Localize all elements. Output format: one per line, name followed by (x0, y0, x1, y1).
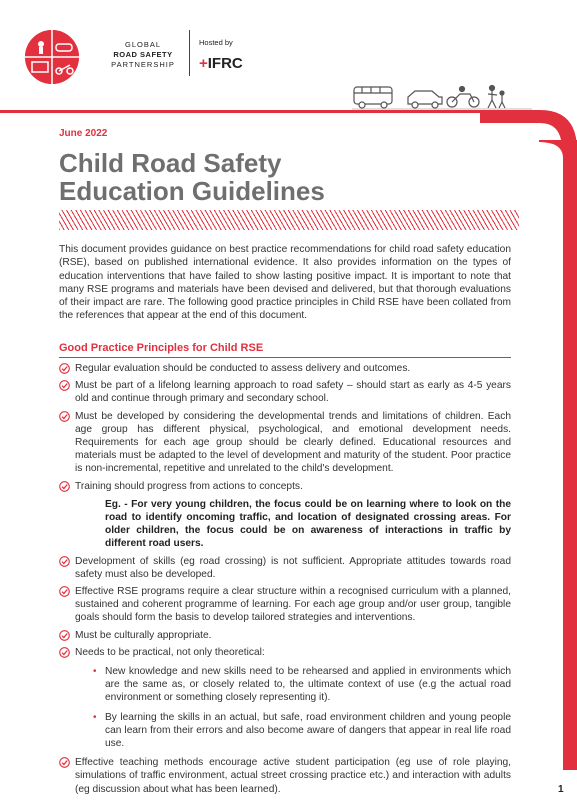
list-item (59, 646, 511, 750)
check-circle-icon (59, 757, 70, 768)
org-line2: ROAD SAFETY (113, 50, 173, 59)
org-line1: GLOBAL (124, 40, 161, 49)
principle-text: Must be developed by considering the developmental trends and limitations of children. Each age group has different physical, psychological, and emotional development needs. Requirements for each age group should be clearly defined. Educational resources and materials must be adapted to the level of development and maturity of the student. Poor practice is non-incremental, repetitive and unrelated to the child's development. (75, 410, 511, 475)
list-item (59, 629, 511, 642)
list-item (59, 555, 511, 581)
pedestrians-icon (488, 86, 505, 109)
hosted-by-label: Hosted by (199, 38, 233, 47)
vehicles-illustration (352, 82, 532, 110)
right-red-bar (539, 140, 577, 770)
org-name (98, 40, 188, 70)
principle-text: Effective RSE programs require a clear structure within a recognised curriculum with a planned, sustained and coherent programme of learning. For each age group and/or user group, tangible goals should form the basis to develop tailored strategies and interventions. (75, 586, 511, 624)
section-rule (59, 357, 511, 358)
principle-text: Effective teaching methods encourage active student participation (eg use of role playing, simulations of traffic environment, actual street crossing practice etc.) and interaction with adults (eg discussion about what has been learned). (75, 757, 511, 795)
sub-item-text: New knowledge and new skills need to be rehearsed and applied in environments which are the same as, or closely related to, the ultimate context of use (e.g the actual road environment or something closely representing it). (105, 666, 511, 704)
principle-text: Must be culturally appropriate. (75, 629, 212, 641)
title-hatch-decoration (59, 210, 519, 230)
header-divider (189, 30, 190, 76)
grsp-logo (25, 30, 79, 84)
ifrc-text: IFRC (207, 55, 243, 72)
list-item (59, 585, 511, 625)
sub-list-item (75, 711, 511, 751)
org-line3: PARTNERSHIP (111, 60, 175, 69)
check-circle-icon (59, 380, 70, 391)
check-circle-icon (59, 481, 70, 492)
section-title: Good Practice Principles for Child RSE (59, 342, 264, 354)
page-title (59, 149, 325, 205)
list-item (59, 410, 511, 476)
check-circle-icon (59, 630, 70, 641)
principle-text: Training should progress from actions to concepts. (75, 480, 303, 492)
title-line-1: Child Road Safety (59, 148, 282, 178)
check-circle-icon (59, 586, 70, 597)
list-item (59, 756, 511, 796)
sub-list-item (75, 665, 511, 705)
principle-text: Development of skills (eg road crossing) is not sufficient. Appropriate attitudes towards road safety must also be developed. (75, 555, 511, 580)
bullet-icon: • (93, 711, 97, 723)
grsp-logo-icon (25, 30, 79, 84)
bullet-icon: • (93, 666, 97, 678)
check-circle-icon (59, 647, 70, 658)
list-item (59, 362, 511, 375)
check-circle-icon (59, 556, 70, 567)
ifrc-logo (199, 55, 243, 72)
header-curve (480, 110, 577, 150)
principle-text: Regular evaluation should be conducted to assess delivery and outcomes. (75, 363, 411, 374)
list-item (59, 480, 511, 551)
page-header (0, 0, 577, 112)
motorcycle-icon (447, 87, 479, 108)
check-circle-icon (59, 411, 70, 422)
page-number: 1 (558, 784, 564, 795)
sub-item-text: By learning the skills in an actual, but safe, road environment children and young people can learn from their errors and also become aware of dangers that appear in real life road use. (105, 711, 511, 750)
bus-icon (354, 87, 392, 108)
example-note: Eg. - For very young children, the focus could be on learning where to look on the road to identify oncoming traffic, and location of designated crossing areas. For older children, the focus could be on awareness of interactions in traffic by different road users. (105, 498, 511, 550)
check-circle-icon (59, 363, 70, 374)
publication-date: June 2022 (59, 128, 108, 139)
principles-list (59, 362, 511, 800)
practical-sublist (75, 665, 511, 750)
ifrc-cross-icon: + (199, 55, 208, 72)
list-item (59, 379, 511, 405)
title-line-2: Education Guidelines (59, 176, 325, 206)
principle-text: Needs to be practical, not only theoretical: (75, 646, 265, 658)
principle-text: Must be part of a lifelong learning approach to road safety – should start as early as 4-5 years old and continue through primary and secondary school. (75, 380, 511, 405)
intro-paragraph: This document provides guidance on best practice recommendations for child road safety education (RSE), based on published international evidence. It also provides information on the types of education interventions that have failed to show lasting positive impact. It is important to note that many RSE programs and materials have been devised and delivered, but that thorough evaluations of their impact are rare. The following good practice principles in Child RSE have been collated from the references that appear at the end of this document. (59, 244, 511, 322)
car-icon (408, 91, 442, 108)
